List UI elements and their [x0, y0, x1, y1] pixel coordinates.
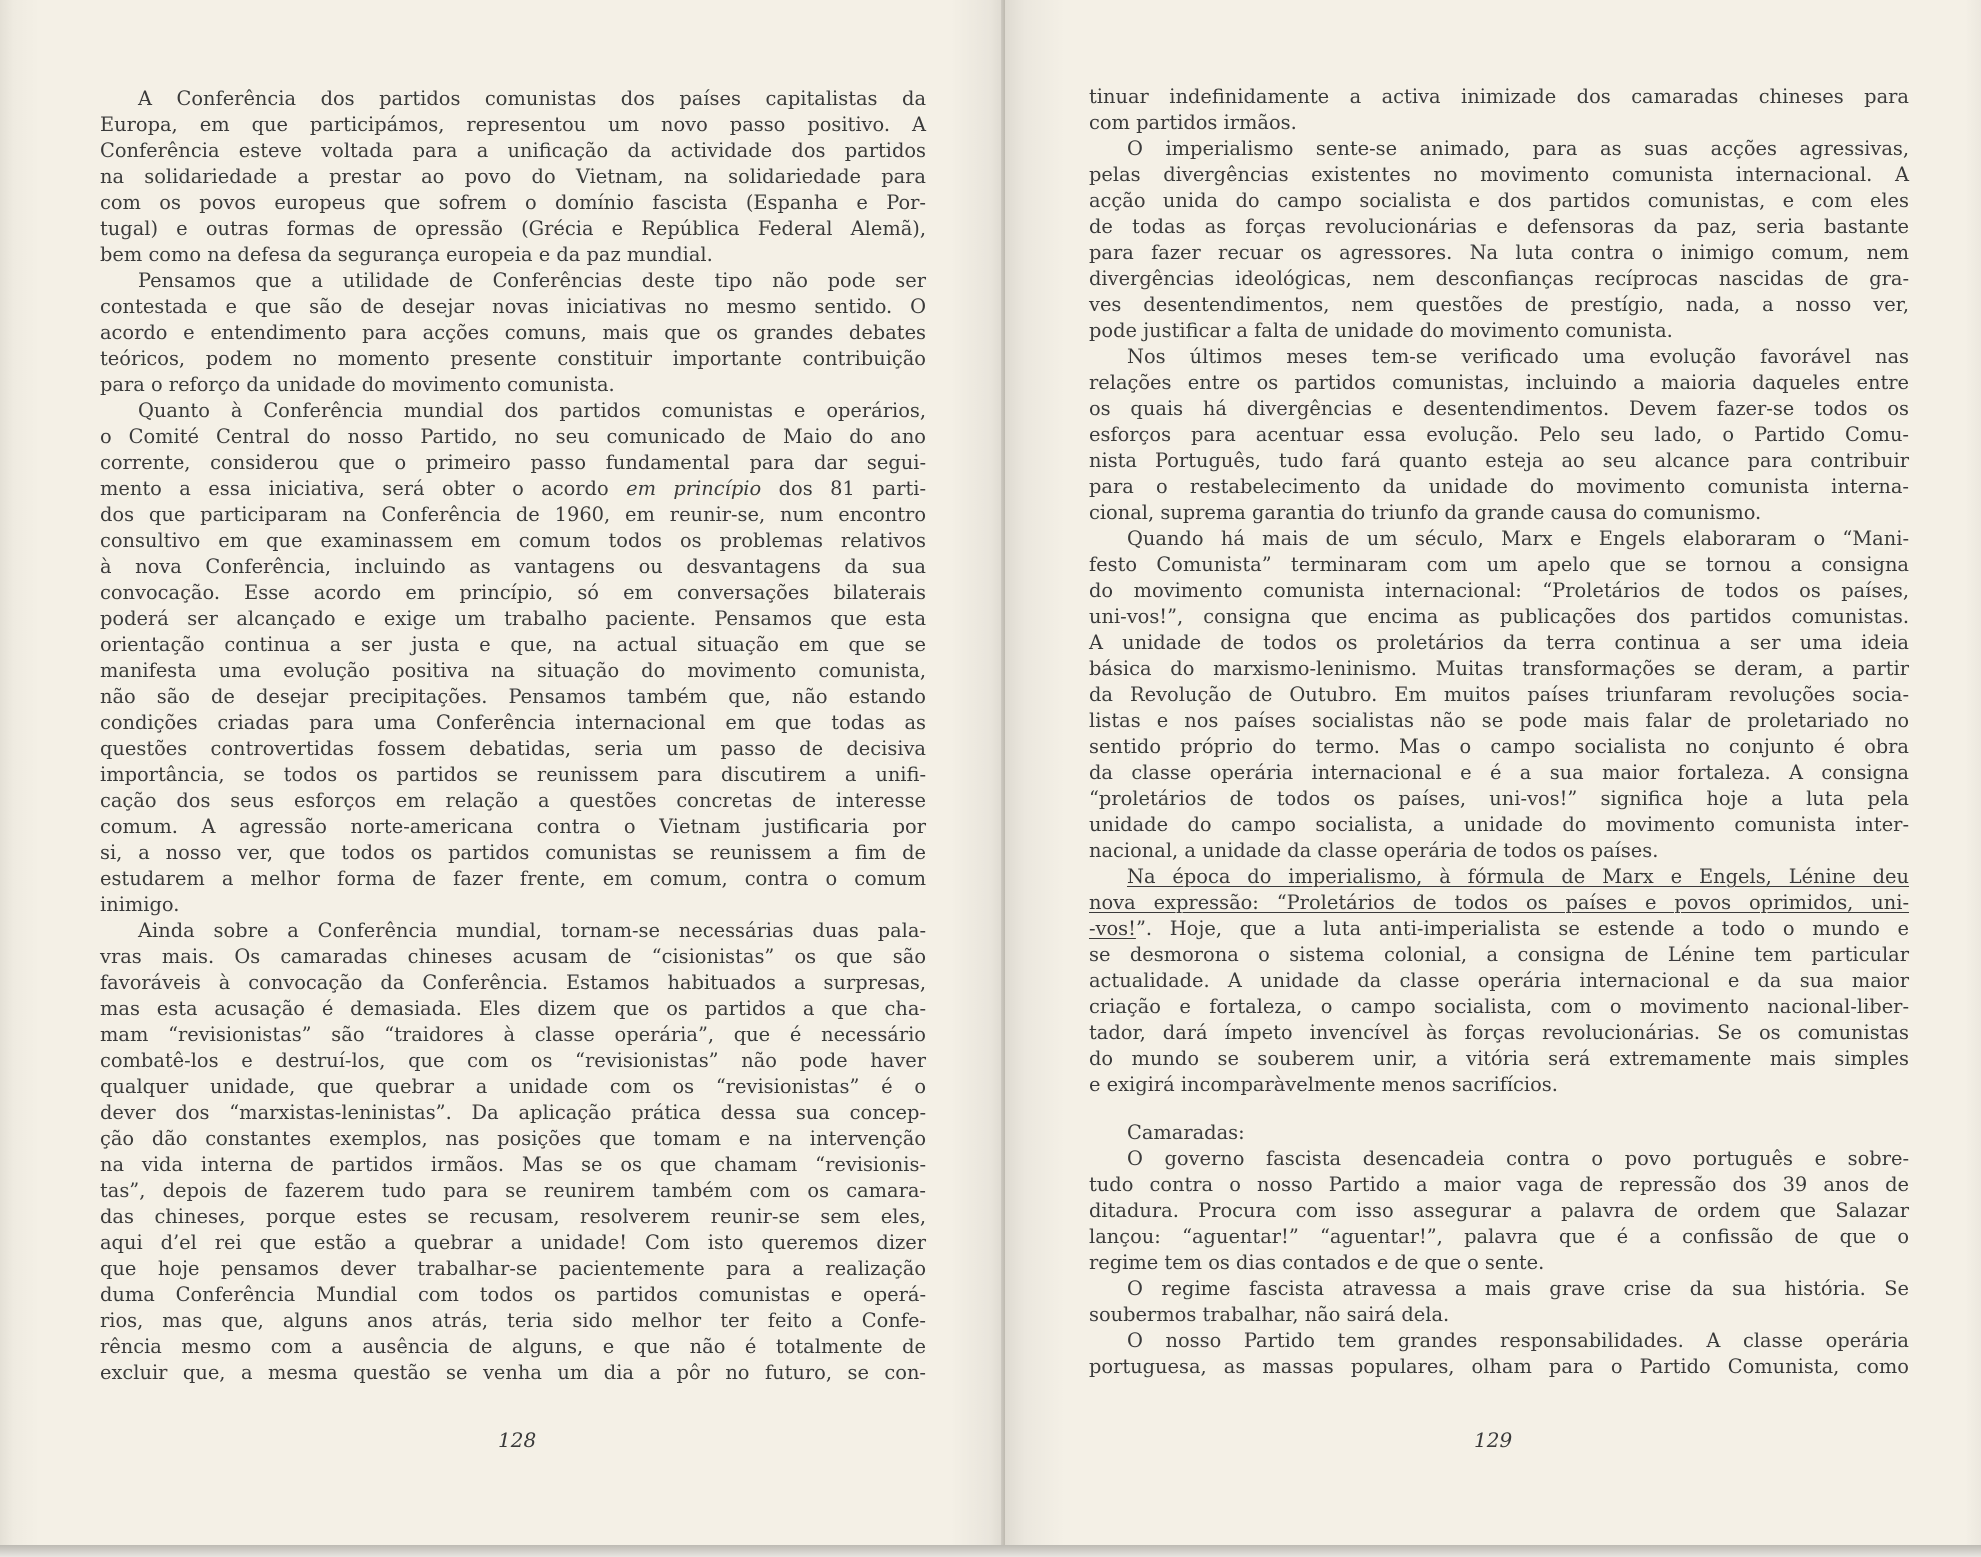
left-text-line: dos que participaram na Conferência de 1960, em reunir-se, num encontro — [100, 503, 926, 526]
left-text-line: poderá ser alcançado e exige um trabalho paciente. Pensamos que esta — [100, 607, 926, 630]
right-text-line: pelas divergências existentes no movimento comunista internacional. A — [1089, 163, 1909, 186]
right-text-line: esforços para acentuar essa evolução. Pelo seu lado, o Partido Comu- — [1089, 423, 1909, 446]
left-text-line: não são de desejar precipitações. Pensamos também que, não estando — [100, 685, 926, 708]
left-text-line: inimigo. — [100, 893, 180, 916]
left-text-line: acordo e entendimento para acções comuns, mais que os grandes debates — [100, 321, 926, 344]
right-text-line: listas e nos países socialistas não se pode mais falar de proletariado no — [1089, 709, 1909, 732]
right-text-line: do movimento comunista internacional: “Proletários de todos os países, — [1089, 579, 1909, 602]
right-text-line: Camaradas: — [1127, 1121, 1245, 1144]
left-text-line: com os povos europeus que sofrem o domínio fascista (Espanha e Por- — [100, 191, 926, 214]
left-text-line: o Comité Central do nosso Partido, no seu comunicado de Maio do ano — [100, 425, 926, 448]
right-text-line: “proletários de todos os países, uni-vos!” significa hoje a luta pela — [1089, 787, 1909, 810]
left-text-line: tugal) e outras formas de opressão (Grécia e República Federal Alemã), — [100, 217, 926, 240]
left-text-line: mento a essa iniciativa, será obter o acordo em princípio dos 81 parti- — [100, 477, 927, 500]
right-text-line: da classe operária internacional e é a sua maior fortaleza. A consigna — [1089, 761, 1909, 784]
left-text-line: na solidariedade a prestar ao povo do Vietnam, na solidariedade para — [100, 165, 926, 188]
right-text-line: O imperialismo sente-se animado, para as suas acções agressivas, — [1127, 137, 1909, 160]
left-text-line: vras mais. Os camaradas chineses acusam de “cisionistas” os que são — [100, 945, 926, 968]
right-text-line: criação e fortaleza, o campo socialista, com o movimento nacional-liber- — [1089, 995, 1909, 1018]
left-text-line: Conferência esteve voltada para a unificação da actividade dos partidos — [100, 139, 926, 162]
right-text-line: tinuar indefinidamente a activa inimizade dos camaradas chineses para — [1089, 85, 1909, 108]
right-text-line: do mundo se souberem unir, a vitória será extremamente mais simples — [1089, 1047, 1909, 1070]
right-text-line: ditadura. Procura com isso assegurar a palavra de ordem que Salazar — [1089, 1199, 1909, 1222]
left-text-line: favoráveis à convocação da Conferência. Estamos habituados a surpresas, — [100, 971, 926, 994]
right-text-line: básica do marxismo-leninismo. Muitas transformações se deram, a partir — [1089, 657, 1909, 680]
right-text-line: soubermos trabalhar, não sairá dela. — [1089, 1303, 1450, 1326]
right-text-line: -vos!”. Hoje, que a luta anti-imperialista se estende a todo o mundo e — [1089, 917, 1909, 940]
left-text-line: aqui d’el rei que estão a quebrar a unidade! Com isto queremos dizer — [100, 1231, 926, 1254]
left-text-line: que hoje pensamos dever trabalhar-se pacientemente para a realização — [100, 1257, 926, 1280]
right-text-line: nacional, a unidade da classe operária de todos os países. — [1089, 839, 1659, 862]
right-text-line: Na época do imperialismo, à fórmula de Marx e Engels, Lénine deu — [1127, 865, 1909, 888]
right-text-line: e exigirá incomparàvelmente menos sacrifícios. — [1089, 1073, 1558, 1096]
left-text-line: ção dão constantes exemplos, nas posições que tomam e na intervenção — [100, 1127, 926, 1150]
left-text-line: Ainda sobre a Conferência mundial, tornam-se necessárias duas pala- — [138, 919, 926, 942]
right-text-line: portuguesa, as massas populares, olham para o Partido Comunista, como — [1089, 1355, 1909, 1378]
right-text-line: actualidade. A unidade da classe operária internacional e da sua maior — [1089, 969, 1909, 992]
left-text-line: mam “revisionistas” são “traidores à classe operária”, que é necessário — [100, 1023, 926, 1046]
left-text-line: Europa, em que participámos, representou um novo passo positivo. A — [100, 113, 926, 136]
right-text-line: O governo fascista desencadeia contra o povo português e sobre- — [1127, 1147, 1909, 1170]
left-text-line: mas esta acusação é demasiada. Eles dizem que os partidos a que cha- — [100, 997, 926, 1020]
left-text-line: corrente, considerou que o primeiro passo fundamental para dar segui- — [100, 451, 926, 474]
left-text-line: estudarem a melhor forma de fazer frente, em comum, contra o comum — [100, 867, 926, 890]
right-text-line: nista Português, tudo fará quanto esteja ao seu alcance para contribuir — [1089, 449, 1909, 472]
right-text-line: os quais há divergências e desentendimentos. Devem fazer-se todos os — [1089, 397, 1909, 420]
right-text-line: unidade do campo socialista, a unidade do movimento comunista inter- — [1089, 813, 1909, 836]
right-text-line: festo Comunista” terminaram com um apelo que se tornou a consigna — [1089, 553, 1909, 576]
left-text-line: combatê-los e destruí-los, que com os “revisionistas” não pode haver — [100, 1049, 926, 1072]
left-text-line: bem como na defesa da segurança europeia e da paz mundial. — [100, 243, 713, 266]
right-text-line: cional, suprema garantia do triunfo da grande causa do comunismo. — [1089, 501, 1762, 524]
left-text-line: na vida interna de partidos irmãos. Mas se os que chamam “revisionis- — [100, 1153, 926, 1176]
right-text-line: para o restabelecimento da unidade do movimento comunista interna- — [1089, 475, 1909, 498]
left-text-line: Quanto à Conferência mundial dos partidos comunistas e operários, — [138, 399, 926, 422]
left-text-line: contestada e que são de desejar novas iniciativas no mesmo sentido. O — [100, 295, 926, 318]
right-text-line: com partidos irmãos. — [1089, 111, 1297, 134]
right-text-line: O regime fascista atravessa a mais grave crise da sua história. Se — [1127, 1277, 1909, 1300]
left-text-line: teóricos, podem no momento presente constituir importante contribuição — [100, 347, 926, 370]
right-text-line: A unidade de todos os proletários da terra continua a ser uma ideia — [1089, 631, 1909, 654]
left-text-line: duma Conferência Mundial com todos os partidos comunistas e operá- — [100, 1283, 926, 1306]
right-text-line: acção unida do campo socialista e dos partidos comunistas, e com eles — [1089, 189, 1909, 212]
left-text-line: Pensamos que a utilidade de Conferências deste tipo não pode ser — [138, 269, 926, 292]
right-text-line: nova expressão: “Proletários de todos os países e povos oprimidos, uni- — [1089, 891, 1909, 914]
left-page-text — [100, 86, 926, 1386]
left-text-line: à nova Conferência, incluindo as vantagens ou desvantagens da sua — [100, 555, 926, 578]
book-bottom-edge — [0, 1545, 1981, 1557]
right-text-line: sentido próprio do termo. Mas o campo socialista no conjunto é obra — [1089, 735, 1909, 758]
left-text-line: si, a nosso ver, que todos os partidos comunistas se reunissem a fim de — [100, 841, 926, 864]
left-text-line: manifesta uma evolução positiva na situação do movimento comunista, — [100, 659, 926, 682]
left-text-line: condições criadas para uma Conferência internacional em que todas as — [100, 711, 926, 734]
left-text-line: consultivo em que examinassem em comum todos os problemas relativos — [100, 529, 926, 552]
right-text-line: tador, dará ímpeto invencível às forças revolucionárias. Se os comunistas — [1089, 1021, 1909, 1044]
left-text-line: excluir que, a mesma questão se venha um dia a pôr no futuro, se con- — [100, 1361, 926, 1384]
left-text-line: tas”, depois de fazerem tudo para se reunirem também com os camara- — [100, 1179, 926, 1202]
left-text-line: rios, mas que, alguns anos atrás, teria sido melhor ter feito a Confe- — [100, 1309, 926, 1332]
right-text-line: de todas as forças revolucionárias e defensoras da paz, seria bastante — [1089, 215, 1909, 238]
right-page-text — [1089, 84, 1909, 1380]
right-text-line: Quando há mais de um século, Marx e Engels elaboraram o “Mani- — [1127, 527, 1909, 550]
left-text-line: rência mesmo com a ausência de alguns, e que não é totalmente de — [100, 1335, 926, 1358]
left-text-line: convocação. Esse acordo em princípio, só em conversações bilaterais — [100, 581, 926, 604]
left-text-line: comum. A agressão norte-americana contra o Vietnam justificaria por — [100, 815, 926, 838]
right-text-line: relações entre os partidos comunistas, incluindo a maioria daqueles entre — [1089, 371, 1909, 394]
right-text-line: O nosso Partido tem grandes responsabilidades. A classe operária — [1127, 1329, 1909, 1352]
right-text-line: tudo contra o nosso Partido a maior vaga de repressão dos 39 anos de — [1089, 1173, 1909, 1196]
right-text-line: lançou: “aguentar!” “aguentar!”, palavra que é a confissão de que o — [1089, 1225, 1909, 1248]
right-page — [1005, 0, 1981, 1545]
left-text-line: dever dos “marxistas-leninistas”. Da aplicação prática dessa sua concep- — [100, 1101, 926, 1124]
right-text-line: se desmorona o sistema colonial, a consigna de Lénine tem particular — [1089, 943, 1909, 966]
left-text-line: importância, se todos os partidos se reunissem para discutirem a unifi- — [100, 763, 926, 786]
right-text-line: uni-vos!”, consigna que encima as publicações dos partidos comunistas. — [1089, 605, 1909, 628]
right-text-line: regime tem os dias contados e de que o sente. — [1089, 1251, 1545, 1274]
right-text-line: para fazer recuar os agressores. Na luta contra o inimigo comum, nem — [1089, 241, 1909, 264]
right-text-line: ves desentendimentos, nem questões de prestígio, nada, a nosso ver, — [1089, 293, 1909, 316]
left-text-line: A Conferência dos partidos comunistas dos países capitalistas da — [138, 87, 926, 110]
left-text-line: cação dos seus esforços em relação a questões concretas de interesse — [100, 789, 926, 812]
right-text-line: da Revolução de Outubro. Em muitos países triunfaram revoluções socia- — [1089, 683, 1909, 706]
right-text-line: divergências ideológicas, nem desconfianças recíprocas nascidas de gra- — [1089, 267, 1909, 290]
left-text-line: qualquer unidade, que quebrar a unidade com os “revisionistas” é o — [100, 1075, 926, 1098]
right-text-line: Nos últimos meses tem-se verificado uma evolução favorável nas — [1127, 345, 1909, 368]
left-text-line: orientação continua a ser justa e que, na actual situação em que se — [100, 633, 926, 656]
right-text-line: pode justificar a falta de unidade do movimento comunista. — [1089, 319, 1673, 342]
left-text-line: das chineses, porque estes se recusam, resolverem reunir-se sem eles, — [100, 1205, 926, 1228]
right-page-number: 129 — [1474, 1428, 1513, 1452]
left-page-number: 128 — [498, 1428, 537, 1452]
left-text-line: para o reforço da unidade do movimento comunista. — [100, 373, 615, 396]
left-text-line: questões controvertidas fossem debatidas, seria um passo de decisiva — [100, 737, 926, 760]
